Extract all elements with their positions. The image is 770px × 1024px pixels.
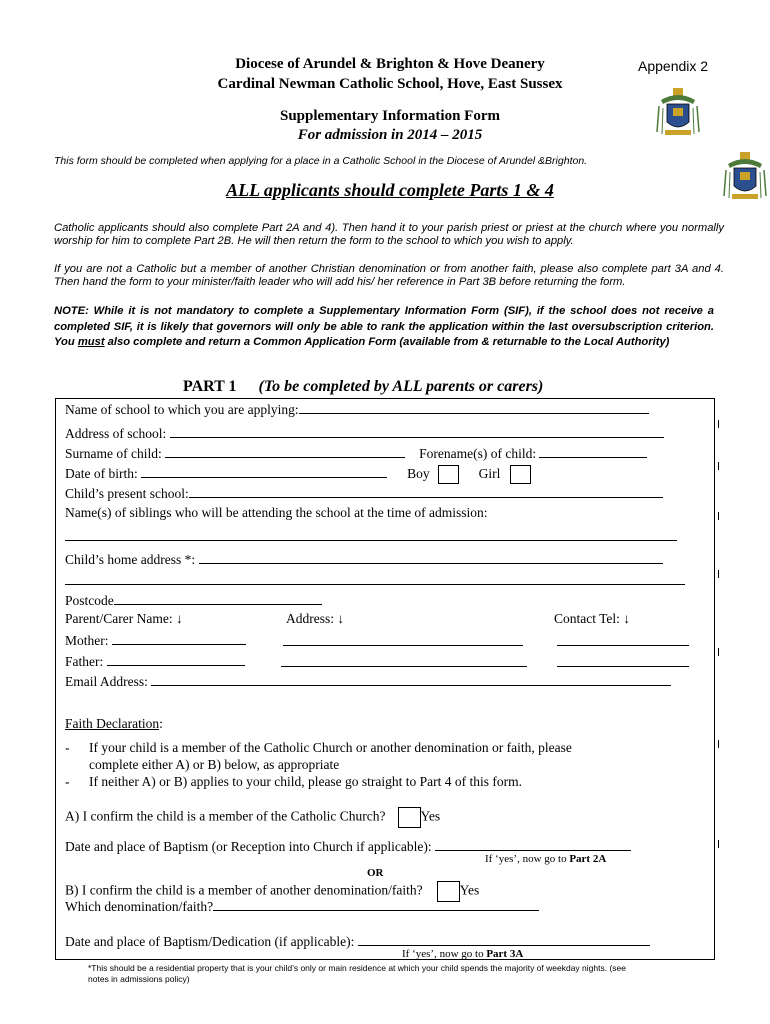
frame-tick (718, 512, 719, 520)
boy-checkbox[interactable] (438, 465, 459, 484)
postcode-input[interactable] (114, 592, 322, 605)
other-faith-confirm-row: B) I confirm the child is a member of another denomination/faith? Yes (65, 881, 479, 902)
home-address-input[interactable] (199, 551, 663, 564)
present-school-row: Child’s present school: (65, 485, 663, 502)
frame-tick (718, 840, 719, 848)
main-heading: ALL applicants should complete Parts 1 & 4 (226, 180, 554, 200)
school-crest-icon (653, 86, 703, 138)
siblings-label: Name(s) of siblings who will be attending the school at the time of admission: (65, 505, 488, 520)
faith-bullet2: If neither A) or B) applies to your child, please go straight to Part 4 of this form. (89, 774, 523, 789)
email-input[interactable] (151, 673, 671, 686)
denomination-row: Which denomination/faith? (65, 898, 539, 915)
forenames-input[interactable] (539, 445, 647, 458)
school-address-row: Address of school: (65, 425, 664, 442)
frame-tick (718, 462, 719, 470)
catholic-baptism-input[interactable] (435, 838, 631, 851)
intro-note: This form should be completed when applying for a place in a Catholic School in the Diocese of Arundel &Brighton. (54, 155, 588, 167)
school-address-input[interactable] (170, 425, 664, 438)
mother-row: Mother: (65, 632, 246, 649)
mother-address-input[interactable] (283, 645, 523, 646)
catholic-yes-checkbox[interactable] (398, 807, 421, 828)
appendix-label: Appendix 2 (638, 58, 709, 74)
surname-row: Surname of child: Forename(s) of child: (65, 445, 647, 462)
faith-bullet1-line2: complete either A) or B) below, as appropriate (89, 757, 340, 772)
footnote-line1: *This should be a residential property that is your child’s only or main residence at which your child spends the majority of weekday nights. (see (88, 963, 626, 973)
father-address-input[interactable] (281, 666, 527, 667)
girl-checkbox[interactable] (510, 465, 531, 484)
home-address-line2-input[interactable] (65, 584, 685, 585)
form-subtitle: For admission in 2014 – 2015 (297, 127, 483, 143)
parent-address-label: Address: ↓ (286, 611, 345, 626)
home-address-row: Child’s home address *: (65, 551, 663, 568)
instructions-para1: Catholic applicants should also complete Part 2A and 4). Then hand it to your parish priest or priest at the church where you normally worship for him to complete Part 2B. He will then return the form to the school to which you wish to apply. (54, 222, 724, 248)
form-title: Supplementary Information Form (280, 108, 500, 124)
catholic-next-step: If ‘yes’, now go to Part 2A (485, 853, 607, 865)
school-name-row: Name of school to which you are applying: (65, 401, 649, 418)
school-name-input[interactable] (299, 401, 649, 414)
dob-input[interactable] (141, 465, 387, 478)
school-title: Cardinal Newman Catholic School, Hove, East Sussex (217, 76, 563, 92)
father-name-input[interactable] (107, 653, 245, 666)
frame-tick (718, 420, 719, 428)
contact-tel-label: Contact Tel: ↓ (554, 611, 631, 626)
faith-bullet1-line1: If your child is a member of the Catholic Church or another denomination or faith, please (89, 740, 572, 755)
mother-tel-input[interactable] (557, 645, 689, 646)
father-tel-input[interactable] (557, 666, 689, 667)
present-school-input[interactable] (189, 485, 663, 498)
father-row: Father: (65, 653, 245, 670)
diocese-crest-icon (720, 150, 770, 202)
other-baptism-input[interactable] (358, 933, 650, 946)
footnote-line2: notes in admissions policy) (88, 974, 190, 984)
faith-dash-1: - (65, 740, 70, 755)
instructions-note: NOTE: While it is not mandatory to complete a Supplementary Information Form (SIF), if the school does not receive a completed SIF, it is likely that governors will only be able to rank the application within the last oversubscription criterion. You must also complete and return a Common Application Form (available from & returnable to the Local Authority) (54, 305, 714, 348)
dob-row: Date of birth: Boy Girl (65, 465, 531, 484)
other-faith-next-step: If ‘yes’, now go to Part 3A (402, 948, 524, 960)
part1-heading: PART 1 (To be completed by ALL parents or carers) (183, 378, 544, 395)
faith-dash-2: - (65, 774, 70, 789)
denomination-input[interactable] (213, 898, 539, 911)
surname-input[interactable] (165, 445, 405, 458)
mother-name-input[interactable] (112, 632, 246, 645)
instructions-para2: If you are not a Catholic but a member of another Christian denomination or from another faith, please also complete part 3A and 4. Then hand the form to your minister/faith leader who will add his/ her reference in Part 3B before returning the form. (54, 263, 724, 289)
parent-name-label: Parent/Carer Name: ↓ (65, 611, 183, 626)
faith-heading: Faith Declaration: (65, 716, 163, 731)
other-baptism-row: Date and place of Baptism/Dedication (if applicable): (65, 933, 650, 950)
siblings-input[interactable] (65, 540, 677, 541)
email-row: Email Address: (65, 673, 671, 690)
frame-tick (718, 570, 719, 578)
catholic-baptism-row: Date and place of Baptism (or Reception into Church if applicable): (65, 838, 631, 855)
diocese-title: Diocese of Arundel & Brighton & Hove Deanery (235, 56, 545, 72)
frame-tick (718, 648, 719, 656)
or-label: OR (367, 867, 384, 879)
postcode-row: Postcode (65, 592, 322, 609)
catholic-confirm-row: A) I confirm the child is a member of the Catholic Church? Yes (65, 807, 440, 828)
frame-tick (718, 740, 719, 748)
